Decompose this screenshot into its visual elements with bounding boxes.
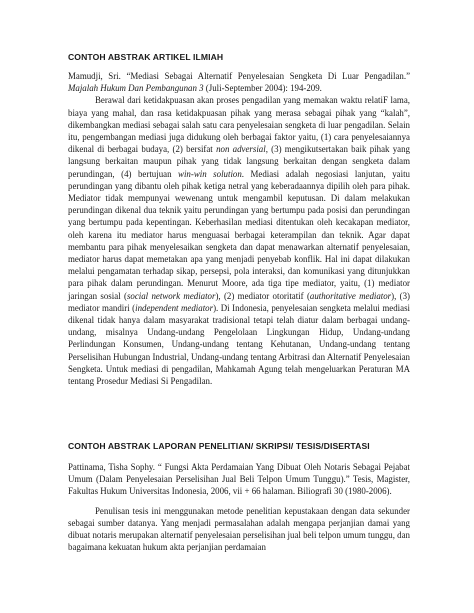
section-heading-research-abstract: CONTOH ABSTRAK LAPORAN PENELITIAN/ SKRIPSI/ TESIS/DISERTASI	[68, 441, 370, 451]
abstract-term: non adversial	[216, 144, 266, 155]
abstract-term: win-win solution	[178, 168, 242, 179]
article-citation	[68, 70, 410, 94]
citation-journal: Majalah Hukum Dan Pembangunan 3	[68, 83, 204, 94]
abstract-text: ), (2) mediator otoritatif (	[215, 290, 310, 301]
citation-author: Mamudji, Sri.	[68, 71, 121, 81]
abstract-text: , (3) mengikutsertakan baik pihak yang langsung berkaitan maupun pihak yang tidak langsung berkaitan dengan sengketa dalam perundingan, (4) bertujuan	[68, 144, 410, 179]
abstract-text: Berawal dari ketidakpuasan akan proses pengadilan yang memakan waktu relatiF lama, biaya yang mahal, dan rasa ketidakpuasan pihak yang merasa sebagai pihak yang “kalah”, dikembangkan mediasi sebagai salah satu cara penyelesaian sengketa di luar pengadilan. Selain itu, pengembangan mediasi juga didukung oleh berbagai faktor yaitu, (1) cara penyelesaiannya dikenal di berbagai budaya, (2) bersifat	[68, 95, 410, 155]
abstract-term: social network mediator	[126, 290, 216, 301]
research-citation: Pattinama, Tisha Sophy. “ Fungsi Akta Perdamaian Yang Dibuat Oleh Notaris Sebagai Pejabat Umum (Dalam Penyelesaian Perselisihan Jual Beli Telpon Umum Tunggu).” Tesis, Magister, Fakultas Hukum Universitas Indonesia, 2006, vii + 66 halaman. Biliografi 30 (1980-2006).	[68, 462, 410, 497]
research-abstract-block	[68, 461, 410, 553]
abstract-text: ), (3) mediator mandiri (	[68, 290, 411, 313]
abstract-text: . Mediasi adalah negosiasi lanjutan, yaitu perundingan yang dibantu oleh pihak ketiga netral yang keberadaannya dipilih oleh para pihak. Mediator tidak mempunyai wewenang untuk mengambil keputusan. Di dalam melakukan perundingan dikenal dua teknik yaitu perundingan yang bertumpu pada posisi dan perundingan yang bertumpu pada kepentingan. Keberhasilan mediasi ditentukan oleh kecakapan mediator, oleh karena itu mediator harus menguasai berbagai keterampilan dan teknik. Agar dapat membantu para pihak menyelesaikan sengketa dan dapat menawarkan alternatif penyelesaian, mediator harus dapat memetakan apa yang menjadi penyebab konflik. Hal ini dapat dilakukan melalui pengamatan terhadap sikap, persepsi, pola interaksi, dan komunikasi yang ditunjukkan para pihak dalam perundingan. Menurut Moore, ada tiga tipe mediator, yaitu, (1) mediator jaringan sosial (	[68, 168, 410, 301]
article-abstract-paragraph	[68, 94, 410, 387]
citation-details: (Juli-September 2004): 194-209.	[205, 83, 322, 94]
abstract-term: independent mediator	[135, 302, 214, 313]
section-heading-article-abstract: CONTOH ABSTRAK ARTIKEL ILMIAH	[68, 52, 224, 62]
article-abstract-block	[68, 70, 410, 387]
abstract-term: authoritative mediator	[309, 290, 392, 301]
citation-title: “Mediasi Sebagai Alternatif Penyelesaian Sengketa Di Luar Pengadilan.”	[126, 71, 411, 81]
abstract-text: ). Di Indonesia, penyelesaian sengketa melalui mediasi dikenal tidak hanya dalam masyarakat tradisional tetapi telah diatur dalam berbagai undang-undang, misalnya Undang-undang Pengelolaan Lingkungan Hidup, Undang-undang Perlindungan Konsumen, Undang-undang tentang Kehutanan, Undang-undang tentang Perselisihan Hubungan Industrial, Undang-undang tentang Arbitrasi dan Alternatif Penyelesaian Sengketa. Untuk mediasi di pengadilan, Mahkamah Agung telah mengeluarkan Peraturan MA tentang Prosedur Mediasi Si Pengadilan.	[68, 302, 410, 387]
research-abstract-paragraph: Penulisan tesis ini menggunakan metode penelitian kepustakaan dengan data sekunder sebagai sumber datanya. Yang menjadi permasalahan adalah mengapa perjanjian damai yang dibuat notaris merupakan alternatif penyelesaian perselisihan jual beli telpon umum tunggu, dan bagaimana kekuatan hukum akta perjanjian perdamaian	[68, 505, 410, 553]
